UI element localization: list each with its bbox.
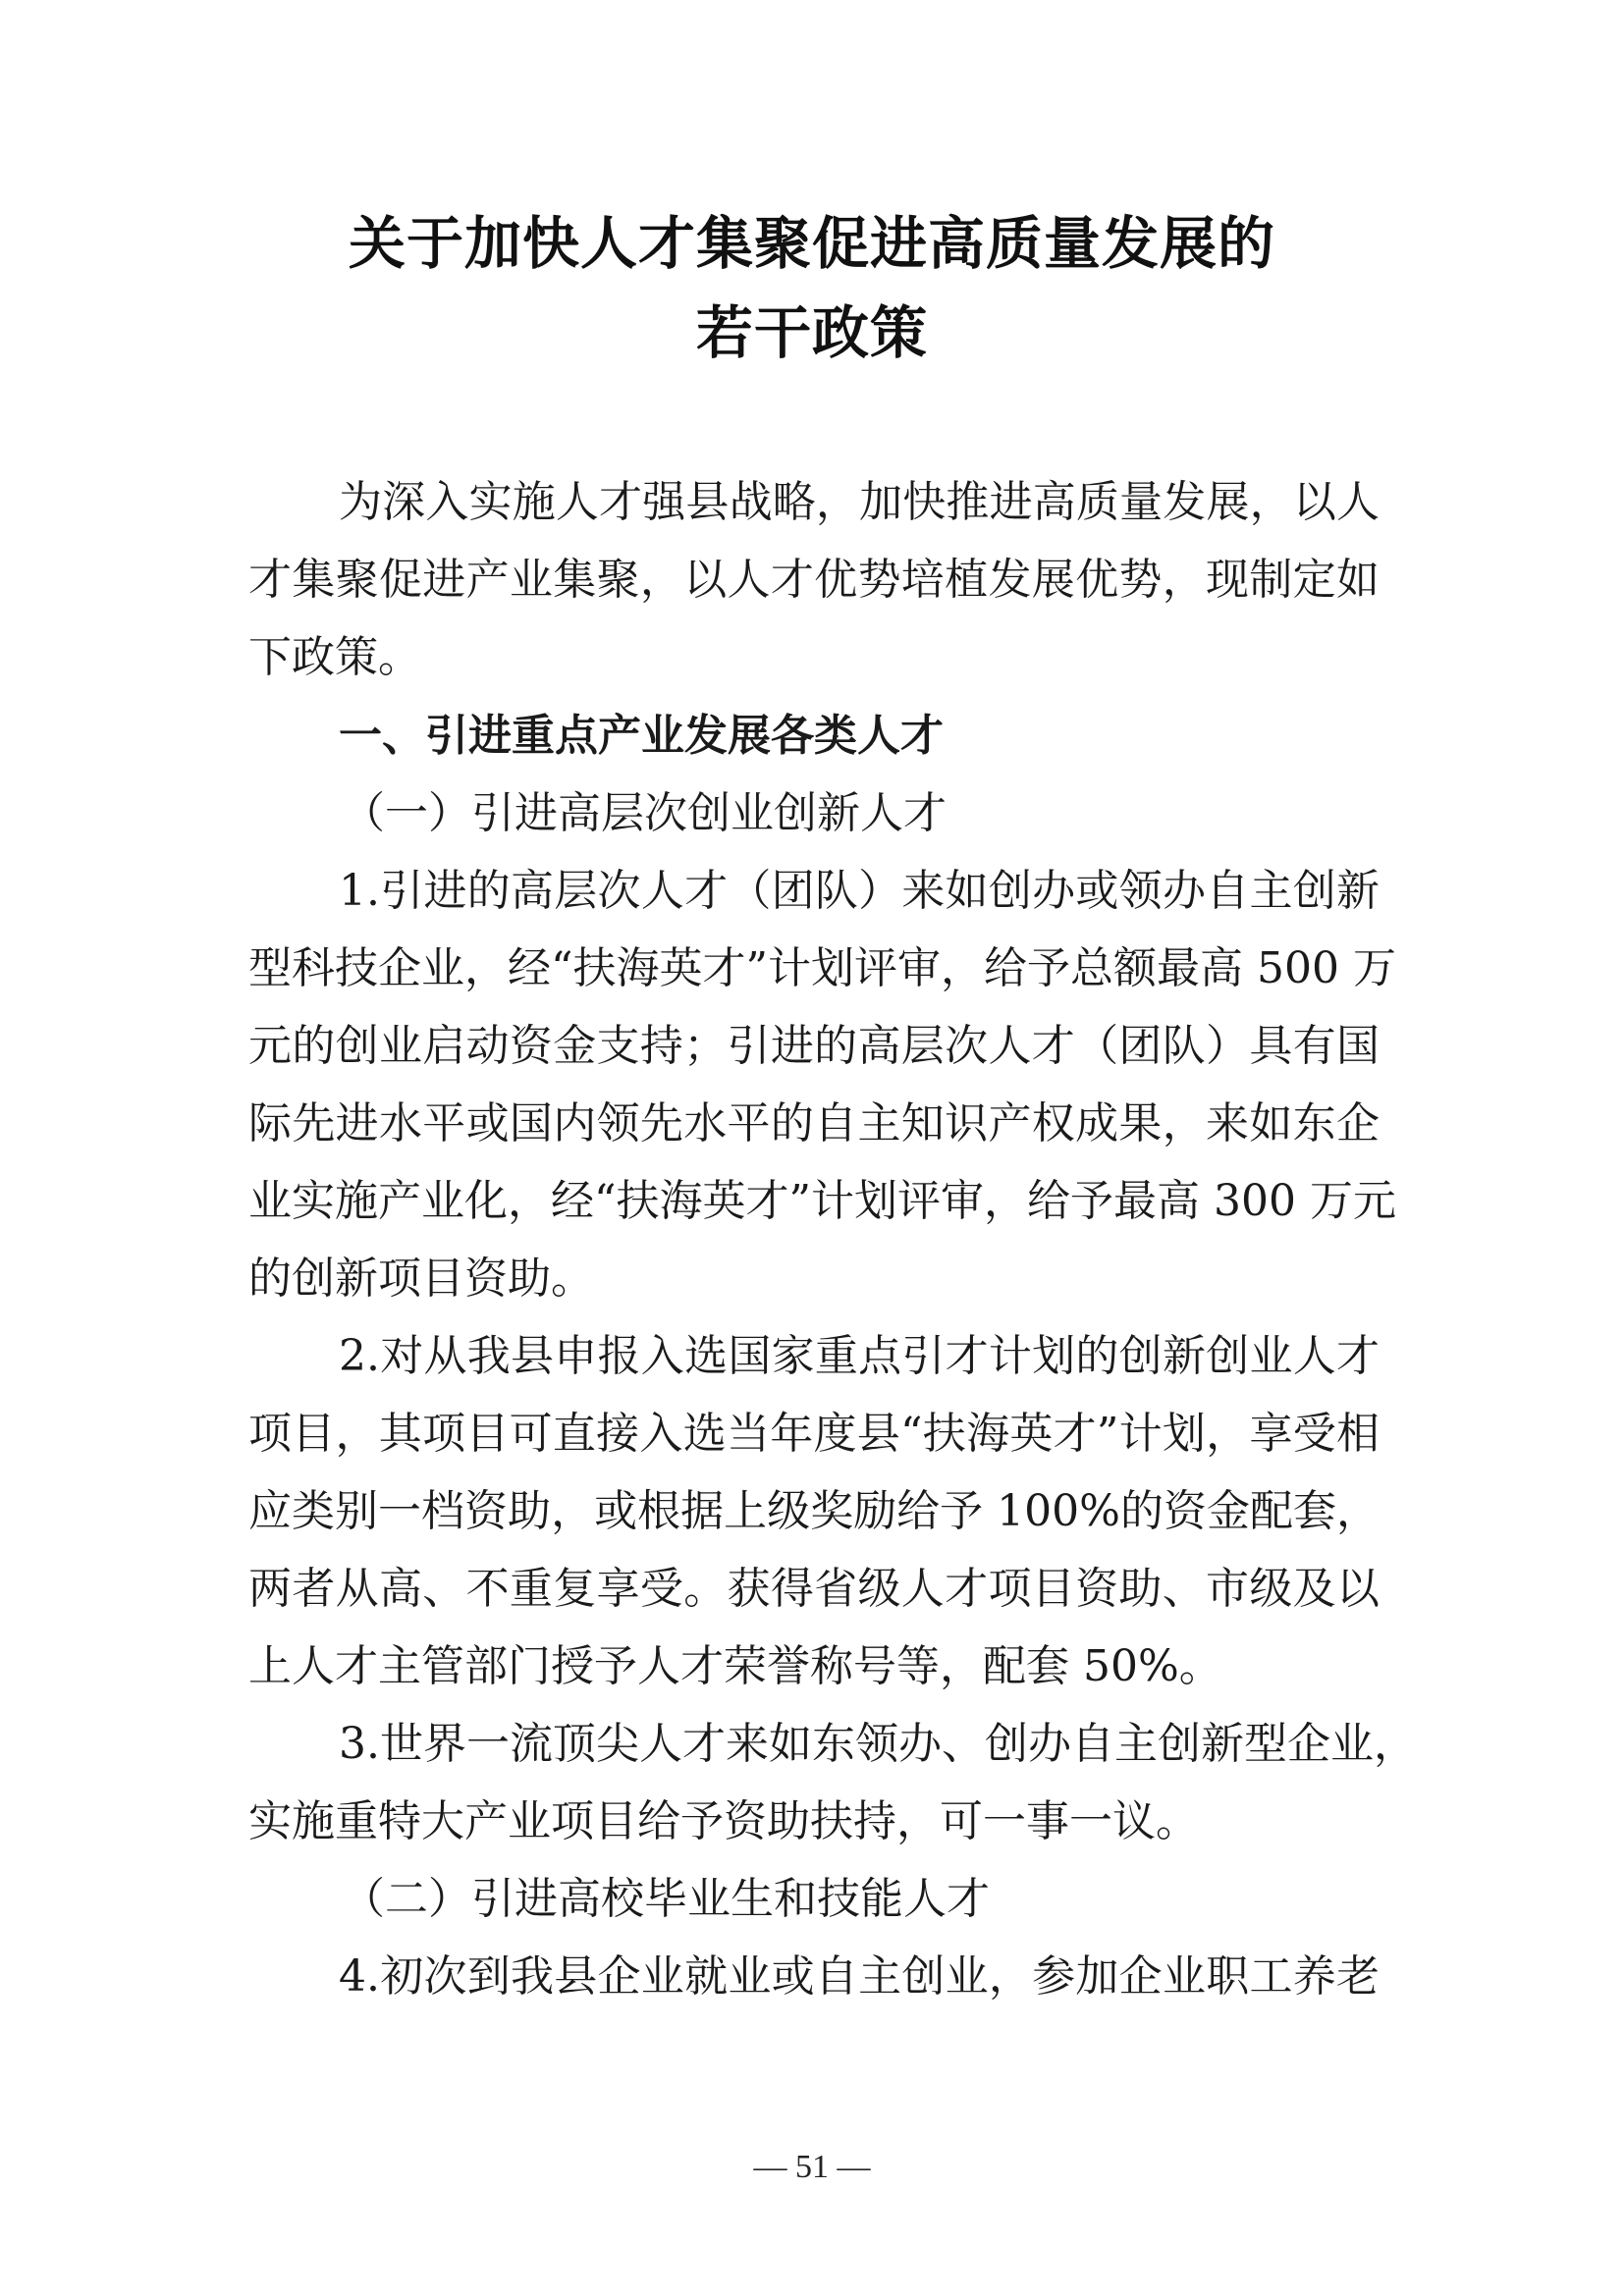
subsection-heading-1: （一）引进高层次创业创新人才 [342, 788, 947, 838]
item-2-line-4: 两者从高、不重复享受。获得省级人才项目资助、市级及以 [248, 1564, 1380, 1614]
item-1-line-6: 的创新项目资助。 [248, 1254, 594, 1304]
item-3-line-2: 实施重特大产业项目给予资助扶持，可一事一议。 [248, 1796, 1199, 1846]
intro-paragraph-line-3: 下政策。 [248, 632, 421, 682]
intro-paragraph-line-2: 才集聚促进产业集聚，以人才优势培植发展优势，现制定如 [248, 555, 1380, 605]
item-2-line-3: 应类别一档资助，或根据上级奖励给予 100%的资金配套， [248, 1486, 1380, 1536]
item-2-line-1: 2.对从我县申报入选国家重点引才计划的创新创业人才 [339, 1331, 1380, 1381]
document-title-line-2: 若干政策 [695, 299, 928, 366]
item-1-line-1: 1.引进的高层次人才（团队）来如创办或领办自主创新 [339, 866, 1380, 916]
item-2-line-2: 项目，其项目可直接入选当年度县“扶海英才”计划，享受相 [248, 1409, 1380, 1459]
item-3-line-1: 3.世界一流顶尖人才来如东领办、创办自主创新型企业， [339, 1719, 1417, 1769]
document-title-line-1: 关于加快人才集聚促进高质量发展的 [348, 210, 1275, 277]
item-1-line-4: 际先进水平或国内领先水平的自主知识产权成果，来如东企 [248, 1098, 1380, 1148]
intro-paragraph-line-1: 为深入实施人才强县战略，加快推进高质量发展，以人 [339, 477, 1380, 527]
item-1-line-2: 型科技企业，经“扶海英才”计划评审，给予总额最高 500 万 [248, 943, 1396, 993]
item-2-line-5: 上人才主管部门授予人才荣誉称号等，配套 50%。 [248, 1641, 1222, 1691]
item-4-line-1: 4.初次到我县企业就业或自主创业，参加企业职工养老 [339, 1951, 1380, 2002]
section-heading-1: 一、引进重点产业发展各类人才 [339, 711, 944, 761]
item-1-line-5: 业实施产业化，经“扶海英才”计划评审，给予最高 300 万元 [248, 1176, 1396, 1226]
subsection-heading-2: （二）引进高校毕业生和技能人才 [342, 1874, 990, 1924]
page-number: — 51 — [753, 2149, 871, 2185]
item-1-line-3: 元的创业启动资金支持；引进的高层次人才（团队）具有国 [248, 1021, 1380, 1071]
